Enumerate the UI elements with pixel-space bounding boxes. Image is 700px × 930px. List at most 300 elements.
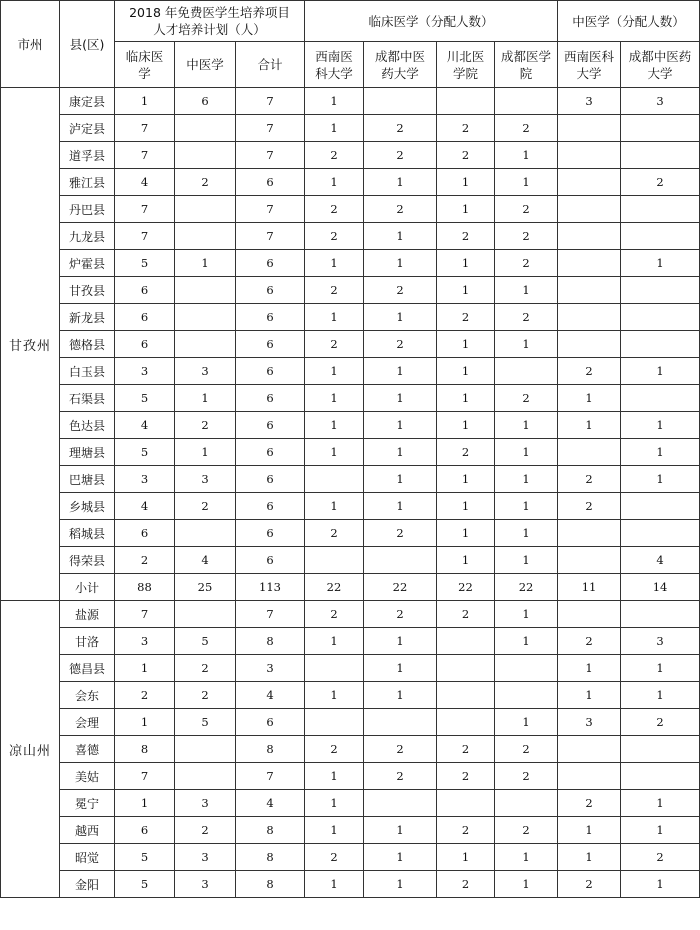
value-cell: 3 [621,88,700,115]
subtotal-value: 22 [364,574,437,601]
value-cell: 1 [495,331,558,358]
subtotal-value: 25 [175,574,236,601]
subtotal-value: 22 [437,574,495,601]
city-cell: 凉山州 [1,601,60,898]
value-cell: 1 [364,223,437,250]
value-cell [558,547,621,574]
county-cell: 会理 [60,709,115,736]
header-clinical-col: 成都中医药大学 [364,42,437,88]
value-cell: 6 [236,709,305,736]
value-cell: 3 [558,88,621,115]
value-cell: 2 [115,547,175,574]
value-cell: 1 [495,466,558,493]
value-cell: 6 [236,412,305,439]
value-cell: 5 [175,628,236,655]
value-cell: 1 [364,358,437,385]
header-clinical-col: 成都医学院 [495,42,558,88]
value-cell: 1 [437,169,495,196]
value-cell: 2 [305,196,364,223]
value-cell: 1 [364,439,437,466]
value-cell [305,466,364,493]
value-cell: 3 [115,628,175,655]
value-cell: 5 [175,709,236,736]
value-cell: 1 [305,304,364,331]
value-cell [621,385,700,412]
value-cell: 2 [364,277,437,304]
county-cell: 雅江县 [60,169,115,196]
value-cell [558,439,621,466]
value-cell: 1 [558,682,621,709]
value-cell: 6 [236,439,305,466]
county-cell: 新龙县 [60,304,115,331]
value-cell: 3 [115,466,175,493]
county-cell: 道孚县 [60,142,115,169]
value-cell: 1 [495,547,558,574]
value-cell: 1 [495,601,558,628]
value-cell: 4 [236,790,305,817]
value-cell [305,709,364,736]
subtotal-row [1,574,700,601]
value-cell [621,520,700,547]
value-cell: 1 [305,628,364,655]
county-cell: 九龙县 [60,223,115,250]
value-cell: 1 [495,709,558,736]
table-row [1,493,700,520]
value-cell: 4 [236,682,305,709]
table-row [1,682,700,709]
value-cell: 7 [115,223,175,250]
value-cell: 1 [305,169,364,196]
value-cell: 6 [115,277,175,304]
value-cell: 1 [364,817,437,844]
value-cell: 4 [115,493,175,520]
value-cell: 1 [364,655,437,682]
subtotal-label: 小计 [60,574,115,601]
table-row [1,466,700,493]
value-cell: 1 [621,439,700,466]
value-cell: 1 [621,655,700,682]
value-cell: 4 [115,169,175,196]
table-row [1,520,700,547]
value-cell: 7 [115,763,175,790]
value-cell [175,142,236,169]
value-cell [621,331,700,358]
value-cell: 6 [175,88,236,115]
value-cell: 2 [364,115,437,142]
county-cell: 泸定县 [60,115,115,142]
value-cell: 2 [558,871,621,898]
header-clinical-group: 临床医学（分配人数） [305,1,558,42]
table-row [1,439,700,466]
value-cell [175,196,236,223]
value-cell: 6 [236,547,305,574]
value-cell: 6 [236,304,305,331]
value-cell: 5 [115,250,175,277]
value-cell: 3 [175,790,236,817]
table-row [1,817,700,844]
value-cell: 2 [364,331,437,358]
subtotal-value: 14 [621,574,700,601]
value-cell: 7 [115,115,175,142]
value-cell: 1 [495,628,558,655]
value-cell [437,790,495,817]
subtotal-value: 113 [236,574,305,601]
value-cell [305,655,364,682]
value-cell: 1 [495,871,558,898]
value-cell: 2 [558,466,621,493]
value-cell [364,790,437,817]
value-cell: 1 [115,790,175,817]
value-cell: 1 [621,466,700,493]
county-cell: 巴塘县 [60,466,115,493]
value-cell [558,169,621,196]
value-cell: 2 [364,736,437,763]
value-cell: 1 [558,844,621,871]
value-cell: 2 [495,736,558,763]
value-cell [495,655,558,682]
value-cell: 6 [115,331,175,358]
value-cell: 1 [305,412,364,439]
value-cell [558,601,621,628]
value-cell: 1 [305,871,364,898]
value-cell: 6 [236,466,305,493]
value-cell [495,358,558,385]
table-row [1,844,700,871]
value-cell: 1 [305,115,364,142]
county-cell: 石渠县 [60,385,115,412]
value-cell [621,763,700,790]
value-cell: 2 [175,412,236,439]
value-cell: 1 [437,196,495,223]
table-row [1,628,700,655]
table-row [1,169,700,196]
value-cell [175,331,236,358]
value-cell: 2 [558,493,621,520]
value-cell: 7 [236,115,305,142]
value-cell: 1 [621,250,700,277]
value-cell: 1 [305,763,364,790]
value-cell: 1 [305,250,364,277]
value-cell: 2 [175,682,236,709]
value-cell: 1 [621,358,700,385]
value-cell: 2 [437,817,495,844]
value-cell: 2 [437,304,495,331]
value-cell: 1 [437,547,495,574]
value-cell: 2 [305,331,364,358]
header-plan-col: 中医学 [175,42,236,88]
subtotal-value: 22 [495,574,558,601]
value-cell: 1 [364,466,437,493]
value-cell: 2 [437,223,495,250]
value-cell: 2 [437,115,495,142]
value-cell: 1 [305,493,364,520]
value-cell: 2 [305,277,364,304]
county-cell: 理塘县 [60,439,115,466]
value-cell [558,763,621,790]
value-cell [558,196,621,223]
value-cell: 2 [305,601,364,628]
value-cell [621,115,700,142]
value-cell: 7 [236,88,305,115]
value-cell: 6 [236,493,305,520]
value-cell: 2 [437,142,495,169]
value-cell: 2 [364,520,437,547]
value-cell: 2 [495,250,558,277]
county-cell: 得荣县 [60,547,115,574]
value-cell: 1 [437,277,495,304]
value-cell: 1 [364,682,437,709]
header-clinical-col: 川北医学院 [437,42,495,88]
value-cell [621,601,700,628]
value-cell [175,520,236,547]
value-cell [558,520,621,547]
value-cell: 2 [305,142,364,169]
value-cell: 1 [364,871,437,898]
value-cell: 2 [305,844,364,871]
value-cell: 2 [175,169,236,196]
value-cell: 1 [305,682,364,709]
value-cell [437,655,495,682]
value-cell: 1 [621,871,700,898]
header-tcm-col: 西南医科大学 [558,42,621,88]
value-cell: 2 [437,601,495,628]
value-cell: 2 [558,628,621,655]
county-cell: 德格县 [60,331,115,358]
value-cell: 2 [175,817,236,844]
header-clinical-col: 西南医科大学 [305,42,364,88]
table-row [1,142,700,169]
value-cell: 2 [495,763,558,790]
value-cell: 3 [175,871,236,898]
value-cell [364,709,437,736]
value-cell [558,142,621,169]
value-cell: 8 [236,628,305,655]
value-cell [621,493,700,520]
county-cell: 越西 [60,817,115,844]
table-row [1,304,700,331]
value-cell: 1 [437,520,495,547]
county-cell: 美姑 [60,763,115,790]
value-cell: 1 [305,817,364,844]
value-cell: 1 [621,790,700,817]
value-cell: 2 [305,223,364,250]
table-row [1,277,700,304]
county-cell: 德昌县 [60,655,115,682]
value-cell: 2 [364,763,437,790]
value-cell: 2 [437,763,495,790]
subtotal-value: 88 [115,574,175,601]
value-cell: 4 [175,547,236,574]
value-cell: 3 [236,655,305,682]
table-row [1,88,700,115]
value-cell: 1 [175,439,236,466]
value-cell: 6 [115,520,175,547]
value-cell: 1 [495,412,558,439]
table-row [1,547,700,574]
value-cell: 1 [495,169,558,196]
value-cell [558,304,621,331]
value-cell: 1 [437,250,495,277]
value-cell: 1 [364,844,437,871]
value-cell: 2 [115,682,175,709]
table-row [1,763,700,790]
value-cell [558,223,621,250]
county-cell: 康定县 [60,88,115,115]
value-cell: 6 [236,358,305,385]
value-cell: 1 [495,142,558,169]
value-cell: 1 [175,250,236,277]
value-cell: 2 [495,223,558,250]
value-cell: 1 [558,655,621,682]
value-cell: 1 [621,412,700,439]
table-row [1,871,700,898]
subtotal-value: 22 [305,574,364,601]
value-cell: 3 [621,628,700,655]
value-cell: 3 [175,358,236,385]
header-plan-col: 临床医学 [115,42,175,88]
value-cell [175,736,236,763]
value-cell: 1 [437,358,495,385]
value-cell: 8 [236,871,305,898]
value-cell: 6 [236,331,305,358]
value-cell: 8 [236,817,305,844]
value-cell: 1 [364,250,437,277]
table-row [1,250,700,277]
header-county: 县(区) [60,1,115,88]
value-cell [621,736,700,763]
value-cell: 1 [364,304,437,331]
value-cell: 1 [437,385,495,412]
value-cell: 2 [495,304,558,331]
value-cell: 2 [621,844,700,871]
value-cell: 2 [437,736,495,763]
county-cell: 白玉县 [60,358,115,385]
value-cell [437,88,495,115]
value-cell [621,196,700,223]
subtotal-value: 11 [558,574,621,601]
value-cell: 1 [305,385,364,412]
value-cell: 6 [236,277,305,304]
value-cell: 5 [115,385,175,412]
value-cell [621,304,700,331]
table-row [1,358,700,385]
value-cell: 6 [236,169,305,196]
value-cell: 1 [175,385,236,412]
value-cell [437,628,495,655]
value-cell: 7 [236,223,305,250]
county-cell: 稻城县 [60,520,115,547]
value-cell: 1 [364,412,437,439]
value-cell: 5 [115,844,175,871]
value-cell: 4 [621,547,700,574]
value-cell: 3 [558,709,621,736]
value-cell: 1 [621,817,700,844]
value-cell: 2 [175,655,236,682]
value-cell: 2 [495,115,558,142]
value-cell: 2 [305,736,364,763]
value-cell [558,331,621,358]
value-cell: 6 [236,385,305,412]
value-cell: 1 [495,277,558,304]
value-cell: 1 [115,88,175,115]
value-cell [558,250,621,277]
value-cell: 1 [305,88,364,115]
value-cell [175,763,236,790]
value-cell: 3 [115,358,175,385]
county-cell: 甘洛 [60,628,115,655]
value-cell [621,142,700,169]
value-cell: 1 [558,412,621,439]
value-cell: 1 [437,466,495,493]
value-cell [175,601,236,628]
value-cell: 2 [305,520,364,547]
value-cell: 2 [621,169,700,196]
value-cell: 1 [437,412,495,439]
county-cell: 金阳 [60,871,115,898]
value-cell: 1 [495,520,558,547]
value-cell: 1 [364,385,437,412]
county-cell: 甘孜县 [60,277,115,304]
table-row [1,223,700,250]
county-cell: 会东 [60,682,115,709]
value-cell [175,277,236,304]
value-cell: 1 [495,493,558,520]
table-row [1,331,700,358]
city-cell: 甘孜州 [1,88,60,601]
table-row [1,655,700,682]
county-cell: 乡城县 [60,493,115,520]
value-cell: 2 [495,385,558,412]
value-cell [495,682,558,709]
table-row [1,385,700,412]
value-cell: 1 [437,844,495,871]
value-cell: 8 [115,736,175,763]
value-cell: 2 [558,358,621,385]
value-cell: 5 [115,871,175,898]
value-cell: 2 [437,871,495,898]
county-cell: 昭觉 [60,844,115,871]
table-row [1,196,700,223]
table-row [1,736,700,763]
value-cell: 1 [437,493,495,520]
value-cell [621,277,700,304]
value-cell: 1 [558,817,621,844]
value-cell: 3 [175,466,236,493]
value-cell: 7 [115,142,175,169]
value-cell: 1 [364,493,437,520]
value-cell: 7 [236,142,305,169]
value-cell: 4 [115,412,175,439]
value-cell: 8 [236,736,305,763]
value-cell: 2 [364,142,437,169]
value-cell: 6 [115,817,175,844]
value-cell: 1 [495,844,558,871]
value-cell [437,709,495,736]
table-row [1,601,700,628]
value-cell: 5 [115,439,175,466]
value-cell [558,115,621,142]
value-cell [175,223,236,250]
value-cell: 2 [621,709,700,736]
value-cell: 3 [175,844,236,871]
value-cell: 7 [115,196,175,223]
value-cell [175,304,236,331]
value-cell: 1 [115,655,175,682]
value-cell: 1 [305,790,364,817]
county-cell: 冕宁 [60,790,115,817]
value-cell [621,223,700,250]
table-row [1,412,700,439]
